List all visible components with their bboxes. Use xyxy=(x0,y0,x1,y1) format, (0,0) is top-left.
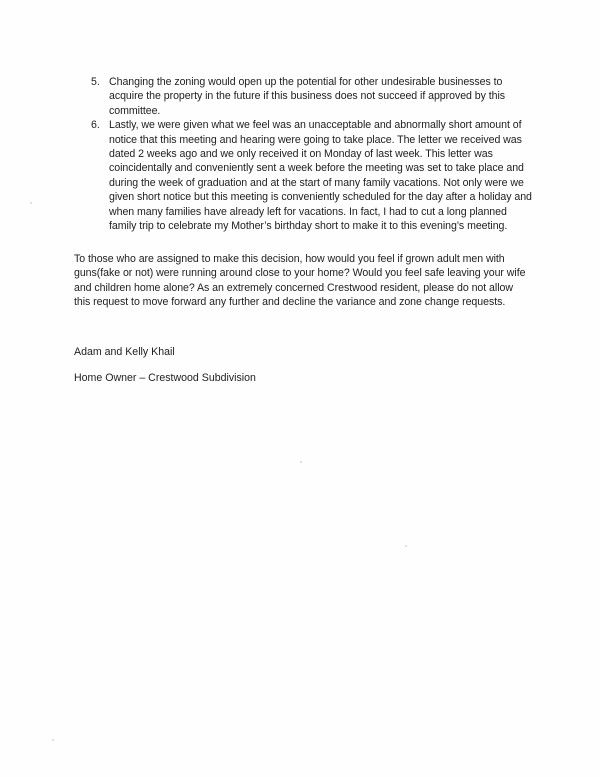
list-item xyxy=(74,118,534,233)
scan-speck xyxy=(405,545,407,547)
list-item-number: 6. xyxy=(91,119,100,132)
list-item-text: Changing the zoning would open up the potential for other undesirable businesses to acquire the property in the future if this business does not succeed if approved by this committee. xyxy=(109,76,506,117)
scan-speck xyxy=(30,202,32,204)
list-item xyxy=(74,75,534,118)
list-item-text: Lastly, we were given what we feel was an unacceptable and abnormally short amount of notice that this meeting and hearing were going to take place. The letter we received was dated 2 weeks ago and we only received it on Monday of last week. This letter was coincidentally and conveniently sent a week before the meeting was set to take place and during the week of graduation and at the start of many family vacations. Not only were we given short notice but this meeting is conveniently scheduled for the day after a holiday and when many families have already left for vacations. In fact, I had to cut a long planned family trip to celebrate my Mother’s birthday short to make it to this evening’s meeting. xyxy=(109,119,532,233)
scan-speck xyxy=(52,739,54,741)
list-item-number: 5. xyxy=(91,76,100,88)
signature-name: Adam and Kelly Khail xyxy=(74,346,175,358)
concerns-list xyxy=(74,75,534,233)
closing-paragraph: To those who are assigned to make this decision, how would you feel if grown adult men with guns(fake or not) were running around close to your home? Would you feel safe leaving your wife and children home alone? As an extremely concerned Crestwood resident, please do not allow this request to move forward any further and decline the variance and zone change requests. xyxy=(74,253,526,309)
scan-speck xyxy=(300,461,302,463)
signature-title: Home Owner – Crestwood Subdivision xyxy=(74,372,256,384)
